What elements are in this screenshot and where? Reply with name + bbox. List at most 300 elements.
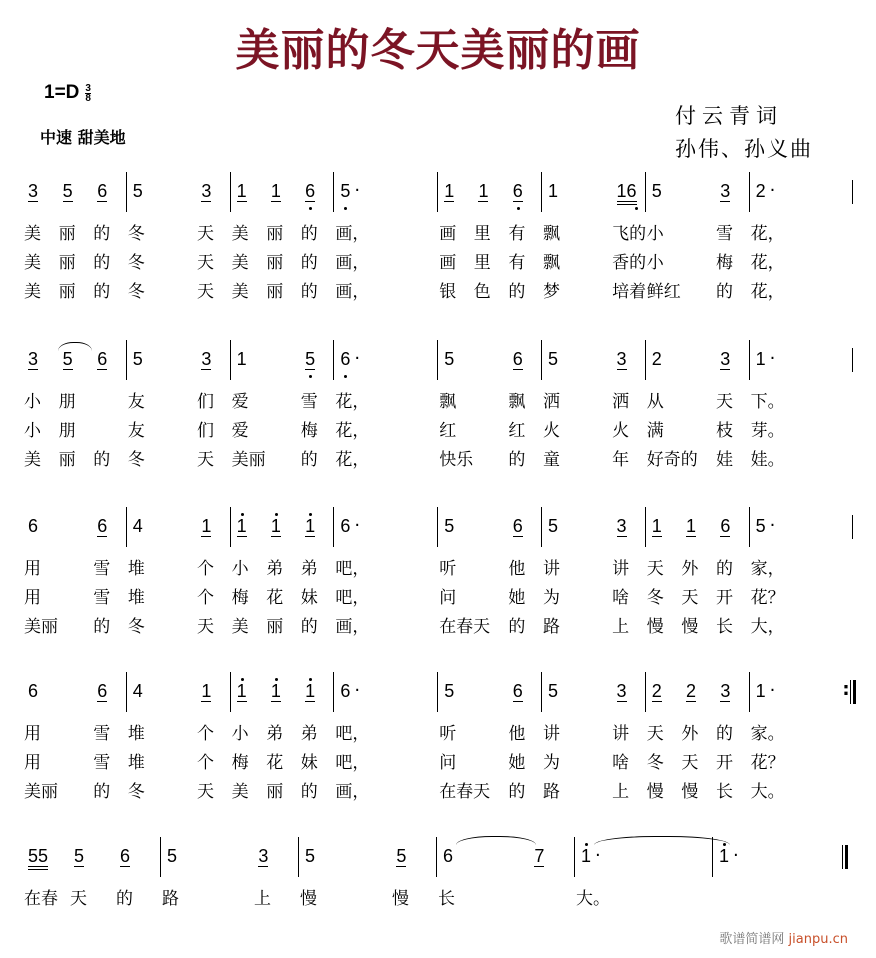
lyric-syllable bbox=[91, 417, 126, 446]
lyric-line bbox=[22, 613, 126, 642]
lyrics-block bbox=[712, 885, 850, 914]
lyric-line bbox=[230, 446, 334, 475]
note bbox=[646, 340, 715, 380]
lyrics-block bbox=[645, 388, 749, 475]
lyric-syllable: 天 bbox=[196, 224, 214, 244]
note-line bbox=[333, 340, 437, 380]
measure bbox=[437, 507, 541, 642]
note-line bbox=[749, 172, 853, 212]
lyric-line bbox=[541, 249, 645, 278]
lyric-line bbox=[230, 584, 334, 613]
note bbox=[438, 672, 507, 712]
lyric-line bbox=[126, 278, 230, 307]
low-octave-dot bbox=[344, 207, 347, 210]
note bbox=[611, 340, 645, 380]
lyric-syllable: 小 bbox=[646, 224, 664, 244]
lyric-syllable: 的 bbox=[93, 282, 111, 302]
note bbox=[334, 507, 437, 547]
lyric-line bbox=[645, 388, 749, 417]
lyric-syllable: 个 bbox=[196, 588, 214, 608]
lyric-syllable: 堆 bbox=[127, 753, 145, 773]
note-digits: 5 bbox=[132, 181, 143, 201]
lyric-line bbox=[749, 278, 853, 307]
lyric-syllable: 芽。 bbox=[750, 421, 785, 441]
high-octave-dot bbox=[275, 678, 278, 681]
lyric-syllable: 长 bbox=[715, 617, 733, 637]
lyric-syllable: 啥 bbox=[612, 753, 630, 773]
note bbox=[127, 507, 196, 547]
lyrics-block bbox=[230, 555, 334, 642]
lyric-syllable: 慢 bbox=[681, 782, 699, 802]
lyric-line bbox=[541, 278, 645, 307]
lyric-line bbox=[126, 613, 230, 642]
note bbox=[161, 837, 252, 877]
lyric-syllable: 雪 bbox=[93, 753, 111, 773]
tempo-marking: 中速 甜美地 bbox=[40, 128, 126, 147]
lyric-syllable: 弟 bbox=[266, 559, 284, 579]
note bbox=[714, 340, 748, 380]
lyric-syllable: 画， bbox=[335, 224, 370, 244]
note bbox=[714, 507, 748, 547]
lyric-syllable: 梅 bbox=[231, 588, 249, 608]
lyric-line bbox=[645, 249, 749, 278]
lyric-line bbox=[749, 388, 853, 417]
lyric-line bbox=[437, 749, 541, 778]
note bbox=[91, 340, 126, 380]
note-digits: 1 bbox=[271, 516, 281, 537]
note-digits: 5 bbox=[305, 349, 315, 370]
lyric-syllable: 开 bbox=[715, 588, 733, 608]
lyric-line bbox=[437, 220, 541, 249]
note bbox=[299, 837, 390, 877]
high-octave-dot bbox=[275, 513, 278, 516]
note-digits: 5 bbox=[444, 349, 455, 369]
lyric-syllable: 美丽 bbox=[231, 450, 266, 470]
note-digits: 5 bbox=[444, 516, 455, 536]
lyric-syllable: 小 bbox=[646, 253, 664, 273]
lyrics-block bbox=[230, 220, 334, 307]
note bbox=[22, 507, 91, 547]
lyrics-block bbox=[22, 555, 126, 642]
lyric-syllable: 丽 bbox=[266, 782, 284, 802]
measure bbox=[645, 507, 749, 642]
lyric-syllable: 堆 bbox=[127, 724, 145, 744]
note-digits: 1 bbox=[581, 846, 591, 866]
note-digits: 1 bbox=[719, 846, 729, 866]
lyric-line bbox=[22, 446, 126, 475]
note-line bbox=[749, 507, 853, 547]
lyric-syllable: 爱 bbox=[231, 392, 249, 412]
lyric-syllable: 花？ bbox=[750, 753, 785, 773]
lyric-line bbox=[749, 446, 853, 475]
note bbox=[127, 672, 196, 712]
lyrics-block bbox=[645, 220, 749, 307]
note-digits: 2 bbox=[651, 349, 662, 369]
note-digits: 5 bbox=[651, 181, 662, 201]
lyric-syllable: 里 bbox=[473, 253, 491, 273]
lyric-syllable: 梅 bbox=[300, 421, 318, 441]
lyric-syllable: 有 bbox=[508, 253, 526, 273]
augmentation-dot: · bbox=[354, 180, 361, 201]
lyric-syllable: 美 bbox=[24, 450, 41, 470]
lyric-syllable: 美丽 bbox=[24, 617, 58, 637]
note-line bbox=[126, 172, 230, 212]
slur bbox=[594, 836, 730, 845]
note-digits: 3 bbox=[28, 349, 39, 369]
lyric-syllable: 的 bbox=[300, 282, 318, 302]
measure bbox=[333, 172, 437, 307]
lyric-syllable: 雪 bbox=[93, 559, 111, 579]
lyric-syllable: 用 bbox=[24, 559, 41, 579]
measure bbox=[749, 340, 853, 475]
lyric-line bbox=[645, 778, 749, 807]
note-line bbox=[126, 340, 230, 380]
augmentation-dot: · bbox=[354, 515, 361, 536]
note-line bbox=[437, 507, 541, 547]
augmentation-dot: · bbox=[769, 680, 776, 701]
lyric-syllable: 花， bbox=[750, 282, 785, 302]
lyric-syllable: 上 bbox=[254, 889, 271, 909]
lyrics-block bbox=[749, 555, 853, 642]
low-octave-dot bbox=[344, 375, 347, 378]
note-digits: 6 bbox=[340, 681, 351, 701]
note bbox=[438, 507, 507, 547]
lyric-line bbox=[437, 446, 541, 475]
lyric-line bbox=[333, 720, 437, 749]
lyrics-block bbox=[574, 885, 712, 914]
lyric-syllable: 路 bbox=[542, 617, 560, 637]
note-digits: 1 bbox=[478, 181, 489, 201]
lyric-syllable: 的 bbox=[93, 450, 111, 470]
note-digits: 1 bbox=[305, 681, 315, 702]
note-digits: 1 bbox=[270, 181, 281, 201]
note bbox=[57, 172, 92, 212]
measure bbox=[749, 672, 853, 807]
lyric-syllable: 丽 bbox=[266, 282, 284, 302]
note bbox=[91, 172, 126, 212]
lyric-syllable: 们 bbox=[196, 392, 214, 412]
measure bbox=[160, 837, 298, 914]
lyric-syllable: 天 bbox=[196, 253, 214, 273]
lyric-syllable: 讲 bbox=[612, 559, 630, 579]
lyric-line bbox=[541, 584, 645, 613]
lyrics-block bbox=[22, 720, 126, 807]
lyric-syllable: 听 bbox=[439, 724, 457, 744]
lyric-line bbox=[574, 885, 712, 914]
lyrics-block bbox=[333, 720, 437, 807]
lyrics-block bbox=[126, 555, 230, 642]
lyric-syllable: 大。 bbox=[750, 782, 785, 802]
lyric-line bbox=[645, 584, 749, 613]
measure bbox=[298, 837, 436, 914]
score-row bbox=[22, 340, 852, 475]
lyric-syllable: 冬 bbox=[646, 588, 664, 608]
lyric-line bbox=[437, 555, 541, 584]
lyric-syllable: 用 bbox=[24, 724, 41, 744]
lyric-syllable: 外 bbox=[681, 724, 699, 744]
note-line bbox=[645, 672, 749, 712]
note-digits: 3 bbox=[258, 846, 269, 866]
note-line bbox=[126, 507, 230, 547]
measure bbox=[645, 672, 749, 807]
measure bbox=[437, 672, 541, 807]
lyric-line bbox=[541, 555, 645, 584]
note-digits: 3 bbox=[720, 349, 731, 369]
lyric-syllable: 小 bbox=[24, 421, 41, 441]
lyrics-block bbox=[333, 388, 437, 475]
lyric-syllable: 弟 bbox=[266, 724, 284, 744]
note-digits: 3 bbox=[720, 681, 731, 701]
watermark-cn: 歌谱简谱网 bbox=[719, 932, 785, 947]
lyric-syllable: 从 bbox=[646, 392, 664, 412]
lyric-syllable: 弟 bbox=[300, 724, 318, 744]
composer-credit: 孙伟、孙义曲 bbox=[675, 137, 813, 161]
lyric-syllable: 长 bbox=[438, 889, 455, 909]
lyric-syllable: 美 bbox=[231, 782, 249, 802]
lyric-syllable: 花， bbox=[335, 450, 370, 470]
lyric-line bbox=[230, 778, 334, 807]
measure bbox=[749, 172, 853, 307]
note-digits: 6 bbox=[340, 349, 350, 369]
lyric-syllable: 路 bbox=[542, 782, 560, 802]
lyric-line bbox=[749, 417, 853, 446]
lyric-line bbox=[437, 584, 541, 613]
note-digits: 6 bbox=[512, 349, 523, 369]
note bbox=[542, 172, 611, 212]
lyrics-block bbox=[126, 388, 230, 475]
lyric-line bbox=[712, 885, 850, 914]
lyric-line bbox=[333, 613, 437, 642]
note-digits: 5 bbox=[755, 516, 766, 536]
lyrics-block bbox=[230, 388, 334, 475]
lyric-syllable: 画 bbox=[439, 253, 457, 273]
note-digits: 5 bbox=[132, 349, 143, 369]
note bbox=[195, 340, 229, 380]
lyric-syllable: 上 bbox=[612, 617, 630, 637]
lyric-syllable: 花 bbox=[266, 753, 284, 773]
note-digits: 4 bbox=[132, 681, 143, 701]
note-digits: 3 bbox=[28, 181, 39, 201]
lyric-syllable: 年 bbox=[612, 450, 630, 470]
lyric-line bbox=[230, 749, 334, 778]
lyrics-block bbox=[437, 220, 541, 307]
lyric-syllable: 小 bbox=[24, 392, 41, 412]
lyric-syllable: 在春 bbox=[24, 889, 58, 909]
repeat-end-barline bbox=[842, 679, 856, 704]
measure bbox=[645, 340, 749, 475]
note bbox=[22, 837, 68, 877]
lyric-syllable: 用 bbox=[24, 588, 41, 608]
note bbox=[195, 172, 229, 212]
note-digits: 2 bbox=[651, 681, 662, 701]
lyric-syllable: 天 bbox=[646, 559, 664, 579]
lyric-line bbox=[22, 584, 126, 613]
note-digits: 1 bbox=[201, 681, 212, 701]
note-digits: 1 bbox=[547, 181, 558, 201]
note-digits: 3 bbox=[616, 516, 627, 536]
note bbox=[231, 672, 265, 712]
lyrics-block bbox=[645, 720, 749, 807]
key-label: 1=D bbox=[44, 82, 80, 103]
lyric-syllable: 雪 bbox=[715, 224, 733, 244]
note bbox=[299, 340, 333, 380]
measure bbox=[22, 837, 160, 914]
note-digits: 5 bbox=[547, 681, 558, 701]
lyric-syllable: 银 bbox=[439, 282, 457, 302]
lyric-syllable: 用 bbox=[24, 753, 41, 773]
note-digits: 6 bbox=[513, 181, 523, 202]
lyric-syllable: 画， bbox=[335, 782, 370, 802]
lyric-syllable: 天 bbox=[196, 617, 214, 637]
note-line bbox=[333, 672, 437, 712]
measure bbox=[22, 507, 126, 642]
note-line bbox=[437, 172, 541, 212]
lyric-line bbox=[437, 613, 541, 642]
lyric-syllable: 们 bbox=[196, 421, 214, 441]
measure bbox=[230, 340, 334, 475]
note bbox=[750, 672, 853, 712]
lyric-syllable: 的 bbox=[93, 224, 111, 244]
note bbox=[646, 172, 715, 212]
lyric-syllable: 下。 bbox=[750, 392, 785, 412]
note-line bbox=[230, 340, 334, 380]
note bbox=[646, 507, 680, 547]
measure bbox=[712, 837, 850, 914]
note bbox=[438, 172, 472, 212]
lyric-syllable: 满 bbox=[646, 421, 664, 441]
lyric-syllable: 的 bbox=[93, 253, 111, 273]
lyrics-block bbox=[541, 388, 645, 475]
lyric-line bbox=[126, 584, 230, 613]
note-digits: 6 bbox=[120, 846, 131, 866]
time-signature bbox=[85, 84, 91, 103]
note-digits: 6 bbox=[512, 681, 523, 701]
lyric-syllable: 画 bbox=[439, 224, 457, 244]
note bbox=[195, 672, 229, 712]
note bbox=[438, 340, 507, 380]
lyrics-block bbox=[436, 885, 574, 914]
lyric-line bbox=[437, 278, 541, 307]
lyric-syllable: 培着 bbox=[612, 282, 647, 302]
note-digits: 1 bbox=[755, 349, 766, 369]
lyric-syllable: 飞的 bbox=[612, 224, 647, 244]
lyric-syllable: 冬 bbox=[127, 253, 145, 273]
low-octave-dot bbox=[517, 207, 520, 210]
lyric-syllable: 天 bbox=[196, 282, 214, 302]
lyric-syllable: 的 bbox=[93, 617, 111, 637]
note-digits: 6 bbox=[97, 349, 108, 369]
lyric-line bbox=[22, 388, 126, 417]
measure bbox=[541, 507, 645, 642]
lyric-line bbox=[126, 388, 230, 417]
lyrics-block bbox=[645, 555, 749, 642]
note bbox=[22, 340, 57, 380]
note bbox=[611, 672, 645, 712]
lyric-syllable: 外 bbox=[681, 559, 699, 579]
note-line bbox=[22, 672, 126, 712]
lyric-syllable: 丽 bbox=[58, 282, 76, 302]
note-digits: 1 bbox=[236, 349, 247, 369]
lyric-syllable: 冬 bbox=[127, 617, 145, 637]
measure bbox=[437, 340, 541, 475]
lyric-syllable: 的 bbox=[508, 282, 526, 302]
lyric-syllable: 堆 bbox=[127, 559, 145, 579]
lyric-line bbox=[230, 249, 334, 278]
lyric-syllable: 大， bbox=[750, 617, 785, 637]
lyrics-block bbox=[22, 220, 126, 307]
note-digits: 3 bbox=[720, 181, 731, 201]
lyric-syllable: 朋 bbox=[58, 392, 76, 412]
note-digits: 1 bbox=[686, 516, 697, 536]
lyrics-block bbox=[541, 220, 645, 307]
measure bbox=[230, 507, 334, 642]
note bbox=[334, 340, 437, 380]
note-digits: 6 bbox=[305, 181, 315, 202]
note bbox=[750, 507, 853, 547]
note bbox=[507, 507, 541, 547]
song-title: 美丽的冬天美丽的画 bbox=[235, 25, 641, 76]
note bbox=[114, 837, 160, 877]
lyric-line bbox=[22, 417, 126, 446]
lyric-syllable: 花， bbox=[335, 392, 370, 412]
note bbox=[265, 672, 299, 712]
note-line bbox=[160, 837, 298, 877]
lyric-line bbox=[333, 446, 437, 475]
lyric-syllable: 快乐 bbox=[439, 450, 474, 470]
lyric-syllable: 问 bbox=[439, 753, 457, 773]
lyrics-block bbox=[749, 220, 853, 307]
lyric-syllable: 慢 bbox=[392, 889, 409, 909]
lyric-syllable: 丽 bbox=[266, 224, 284, 244]
measure bbox=[126, 672, 230, 807]
note bbox=[231, 172, 265, 212]
lyric-line bbox=[541, 446, 645, 475]
augmentation-dot: · bbox=[769, 348, 776, 369]
note bbox=[507, 340, 541, 380]
augmentation-dot: · bbox=[595, 845, 601, 866]
lyric-syllable: 的 bbox=[715, 282, 733, 302]
lyric-syllable: 听 bbox=[439, 559, 457, 579]
high-octave-dot bbox=[309, 678, 312, 681]
note bbox=[91, 672, 126, 712]
lyric-syllable: 的 bbox=[715, 559, 733, 579]
lyrics-block bbox=[22, 885, 160, 914]
note-digits: 5 bbox=[396, 846, 407, 866]
lyrics-block bbox=[333, 555, 437, 642]
lyric-syllable: 花， bbox=[750, 224, 785, 244]
lyric-line bbox=[126, 249, 230, 278]
note-digits: 1 bbox=[444, 181, 455, 201]
lyrics-block bbox=[437, 720, 541, 807]
lyric-line bbox=[749, 720, 853, 749]
lyric-line bbox=[436, 885, 574, 914]
score-row bbox=[22, 837, 850, 914]
lyric-line bbox=[541, 778, 645, 807]
lyric-syllable: 丽 bbox=[58, 224, 76, 244]
note bbox=[299, 507, 333, 547]
lyric-line bbox=[437, 778, 541, 807]
lyric-line bbox=[541, 388, 645, 417]
note bbox=[611, 507, 645, 547]
slur bbox=[456, 836, 536, 845]
measure bbox=[22, 672, 126, 807]
note bbox=[231, 507, 265, 547]
note-digits: 6 bbox=[97, 681, 108, 701]
note-digits: 1 bbox=[755, 681, 766, 701]
measure bbox=[230, 172, 334, 307]
lyric-line bbox=[645, 613, 749, 642]
lyric-syllable: 慢 bbox=[646, 617, 664, 637]
